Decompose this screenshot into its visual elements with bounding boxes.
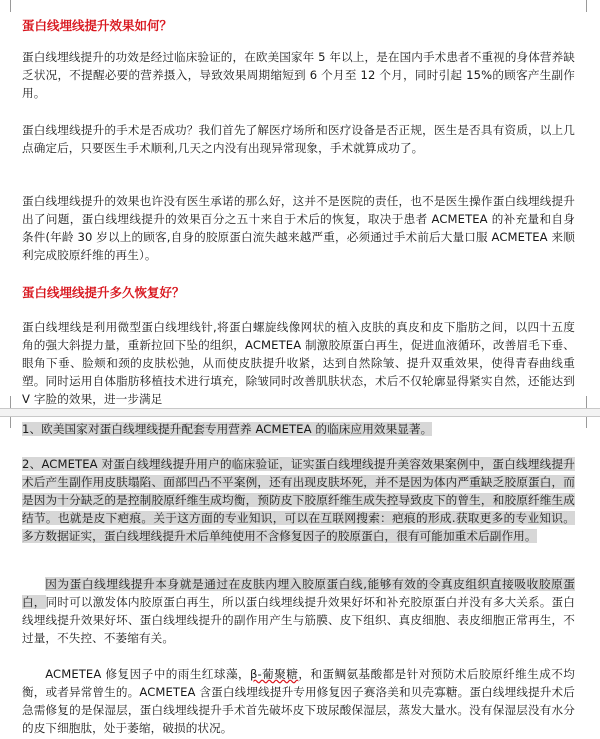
paragraph-clinical xyxy=(22,48,575,102)
top-right-margin-mark xyxy=(586,0,587,12)
list-item-1 xyxy=(22,420,575,438)
paragraph-text: 蛋白线埋线提升的功效是经过临床验证的，在欧美国家年 5 年以上，是在国内手术患者不重视的身体营养缺乏状况，不提醒必要的营养摄入，导致效果周期缩短到 6 个月至 12 个月，同时引起 15%的顾客产生副作用。 xyxy=(22,50,575,100)
paragraph-text: ，和蛋鲷氨基酸都是针对预防术后胶原纤维生成不均衡，或者异常曾生的。ACMETEA 含蛋白线埋线提升专用修复因子赛洛美和贝壳寡糖。蛋白线埋线提升术后急需修复的是保湿层，蛋白线埋线提升手术首先破坏皮下玻尿酸保湿层，蒸发大量水。没有保湿层没有水分的皮下细胞肽，处于萎缩，破损的状况。 xyxy=(22,667,575,735)
paragraph-text: 蛋白线埋线提升的手术是否成功？我们首先了解医疗场所和医疗设备是否正规，医生是否具有资质，以上几点确定后，只要医生手术顺利,几天之内没有出现异常现象，手术就算成功了。 xyxy=(22,123,575,155)
page-break xyxy=(0,408,600,417)
paragraph-collagen xyxy=(22,575,575,647)
list-item-2 xyxy=(22,455,575,545)
page2-right-margin-mark xyxy=(586,416,587,428)
paragraph-text: 同时可以激发体内胶原蛋白再生，所以蛋白线埋线提升效果好坏和补充胶原蛋白并没有多大关系。蛋白线埋线提升效果好坏、蛋白线埋线提升的副作用产生与筋膜、皮下组织、真皮细胞、表皮细胞正常再生，不过量，不失控、不萎缩有关。 xyxy=(22,595,575,645)
section-heading: 蛋白线埋线提升效果如何？ xyxy=(22,18,173,33)
bottom-right-margin-mark xyxy=(586,396,587,408)
paragraph-procedure xyxy=(22,318,575,408)
top-left-margin-mark xyxy=(10,0,11,12)
page2-left-margin-mark xyxy=(10,416,11,428)
highlighted-text: 因为蛋白线埋线提升本身就是通过在皮肤内埋入胶原蛋白线,能够有效的令真皮组织直接吸收胶原蛋白， xyxy=(22,577,575,609)
paragraph-success xyxy=(22,121,575,157)
section-heading: 蛋白线埋线提升多久恢复好？ xyxy=(22,285,185,300)
highlighted-text: 1、欧美国家对蛋白线埋线提升配套专用营养 ACMETEA 的临床应用效果显著。 xyxy=(22,422,433,436)
paragraph-repair-factor xyxy=(22,665,575,737)
spellcheck-underlined-text: β-葡聚糖 xyxy=(250,667,299,681)
paragraph-text: 蛋白线埋线是利用微型蛋白线埋线针,将蛋白螺旋线像网状的植入皮肤的真皮和皮下脂肪之间，以四十五度角的强大斜提力量，重新拉回下坠的组织，ACMETEA 制激胶原蛋白再生，促进血液循环，改善眉毛下垂、眼角下垂、脸颊和颈的皮肤松弛，从而使皮肤提升收紧，达到自然除皱、提升双重效果，使得青春曲线重塑。同时运用自体脂肪移植技术进行填充，除皱同时改善肌肤状态，术后不仅轮廓显得紧实自然，还能达到 V 字脸的效果，进一步满足 xyxy=(22,320,575,406)
heading-effect xyxy=(22,17,575,34)
heading-recovery-time xyxy=(22,284,575,301)
paragraph-recovery xyxy=(22,192,575,264)
paragraph-text: ACMETEA 修复因子中的雨生红球藻， xyxy=(45,667,251,681)
highlighted-text: 2、ACMETEA 对蛋白线埋线提升用户的临床验证，证实蛋白线埋线提升美容效果案例中，蛋白线埋线提升术后产生副作用皮肤塌陷、面部凹凸不平案例，还有出现皮肤坏死，并不是因为体内严重缺乏胶原蛋白，而是因为十分缺乏的是控制胶原纤维生成均衡，预防皮下胶原纤维生成失控导致皮下的曾生，和胶原纤维生成结节。也就是皮下疤痕。关于这方面的专业知识，可以在互联网搜索：疤痕的形成.获取更多的专业知识。多方数据证实，蛋白线埋线提升术后单纯使用不含修复因子的胶原蛋白，很有可能加重术后副作用。 xyxy=(22,457,575,543)
bottom-left-margin-mark xyxy=(10,396,11,408)
paragraph-text: 蛋白线埋线提升的效果也许没有医生承诺的那么好，这并不是医院的责任，也不是医生操作蛋白线埋线提升出了问题，蛋白线埋线提升的效果百分之五十来自于术后的恢复，取决于患者 ACMETEA 的补充量和自身条件(年龄 30 岁以上的顾客,自身的胶原蛋白流失越来越严重，必须通过手术前后大量口服 ACMETEA 来顺利完成胶原纤维的再生）。 xyxy=(22,194,575,262)
